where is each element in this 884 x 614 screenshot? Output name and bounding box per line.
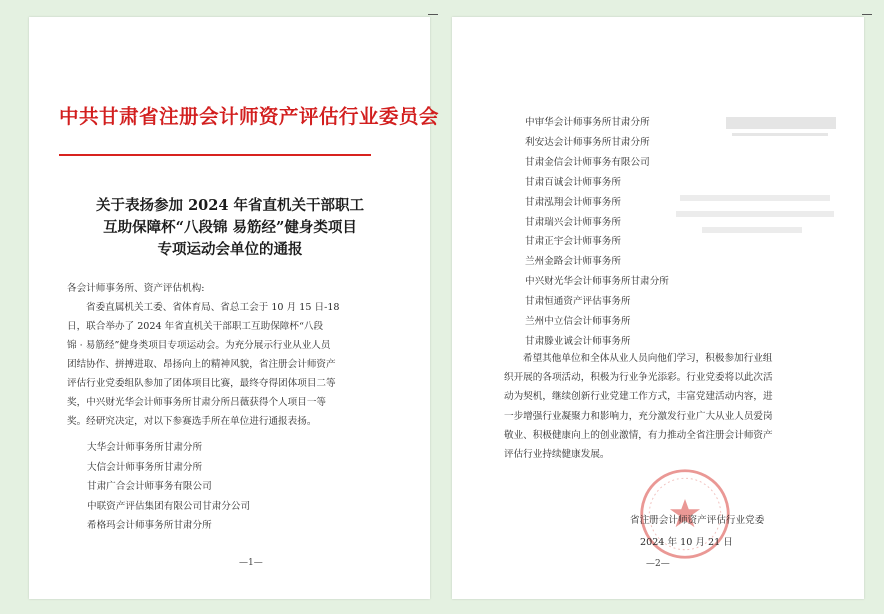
bleed-through-header bbox=[722, 109, 847, 149]
body-line: 动为契机，继续创新行业党建工作方式，丰富党建活动内容，进 bbox=[504, 391, 773, 403]
commended-units-list bbox=[525, 113, 669, 352]
list-item: 兰州中立信会计师事务所 bbox=[525, 316, 631, 328]
body-line: 省委直属机关工委、省体育局、省总工会于 10 月 15 日-18 bbox=[86, 302, 340, 313]
list-item: 甘肃百诚会计师事务所 bbox=[525, 176, 621, 188]
body-line: 评估行业持续健康发展。 bbox=[504, 449, 610, 461]
list-item: 甘肃滕业诚会计师事务所 bbox=[525, 335, 631, 347]
list-item: 中联资产评估集团有限公司甘肃分公司 bbox=[87, 500, 251, 512]
org-header: 中共甘肃省注册会计师资产评估行业委员会 bbox=[59, 105, 439, 128]
crop-mark bbox=[862, 14, 872, 15]
list-item: 甘肃广合会计师事务有限公司 bbox=[87, 481, 212, 493]
salutation: 各会计师事务所、资产评估机构: bbox=[67, 283, 205, 294]
commended-units-list bbox=[87, 438, 250, 536]
list-item: 甘肃恒通资产评估事务所 bbox=[525, 296, 631, 308]
list-item: 甘肃金信会计师事务有限公司 bbox=[525, 156, 650, 168]
signing-date: 2024 年 10 月 21 日 bbox=[640, 537, 733, 548]
signing-organization: 省注册会计师资产评估行业党委 bbox=[630, 515, 765, 526]
document-page-1 bbox=[29, 17, 439, 599]
bleed-through-title bbox=[672, 189, 842, 249]
body-paragraph bbox=[67, 298, 401, 431]
list-item: 甘肃瑞兴会计师事务所 bbox=[525, 216, 621, 228]
body-line: 织开展的各项活动，积极为行业争光添彩。行业党委将以此次活 bbox=[504, 372, 773, 384]
closing-paragraph bbox=[504, 349, 773, 464]
body-line: 一步增强行业凝聚力和影响力，充分激发行业广大从业人员爱岗 bbox=[504, 410, 773, 422]
page-number: —2— bbox=[646, 559, 670, 569]
page-number: —1— bbox=[239, 558, 263, 568]
list-item: 甘肃泓翔会计师事务所 bbox=[525, 196, 621, 208]
list-item: 大信会计师事务所甘肃分所 bbox=[87, 461, 203, 473]
body-line: 奖，中兴财光华会计师事务所甘肃分所吕薇获得个人项目一等 bbox=[67, 397, 327, 408]
list-item: 中兴财光华会计师事务所甘肃分所 bbox=[525, 276, 669, 288]
body-line: 评估行业党委组队参加了团体项目比赛，最终夺得团体项目二等 bbox=[67, 378, 336, 389]
list-item: 利安达会计师事务所甘肃分所 bbox=[525, 136, 650, 148]
body-line: 敬业、积极健康向上的创业激情，有力推动全省注册会计师资产 bbox=[504, 429, 773, 441]
list-item: 兰州金路会计师事务所 bbox=[525, 256, 621, 268]
list-item: 大华会计师事务所甘肃分所 bbox=[87, 442, 203, 453]
list-item: 中审华会计师事务所甘肃分所 bbox=[525, 117, 650, 128]
body-line: 锦 · 易筋经”健身类项目专项运动会。为充分展示行业从业人员 bbox=[67, 340, 331, 351]
doc-title-line-2: 互助保障杯“八段锦 易筋经”健身类项目 bbox=[103, 219, 357, 236]
list-item: 希格玛会计师事务所甘肃分所 bbox=[87, 520, 212, 532]
crop-mark bbox=[428, 14, 438, 15]
header-red-rule bbox=[59, 154, 371, 156]
list-item: 甘肃正宇会计师事务所 bbox=[525, 236, 621, 248]
document-page-2 bbox=[452, 17, 864, 599]
body-line: 日，联合举办了 2024 年省直机关干部职工互助保障杯“八段 bbox=[67, 321, 324, 332]
body-line: 奖。经研究决定，对以下参赛选手所在单位进行通报表扬。 bbox=[67, 416, 317, 427]
doc-title-line-3: 专项运动会单位的通报 bbox=[157, 241, 303, 258]
doc-title-line-1: 关于表扬参加 2024 年省直机关干部职工 bbox=[96, 197, 364, 214]
body-line: 希望其他单位和全体从业人员向他们学习，积极参加行业组 bbox=[523, 353, 773, 364]
body-line: 团结协作、拼搏进取、昂扬向上的精神风貌，省注册会计师资产 bbox=[67, 359, 336, 370]
